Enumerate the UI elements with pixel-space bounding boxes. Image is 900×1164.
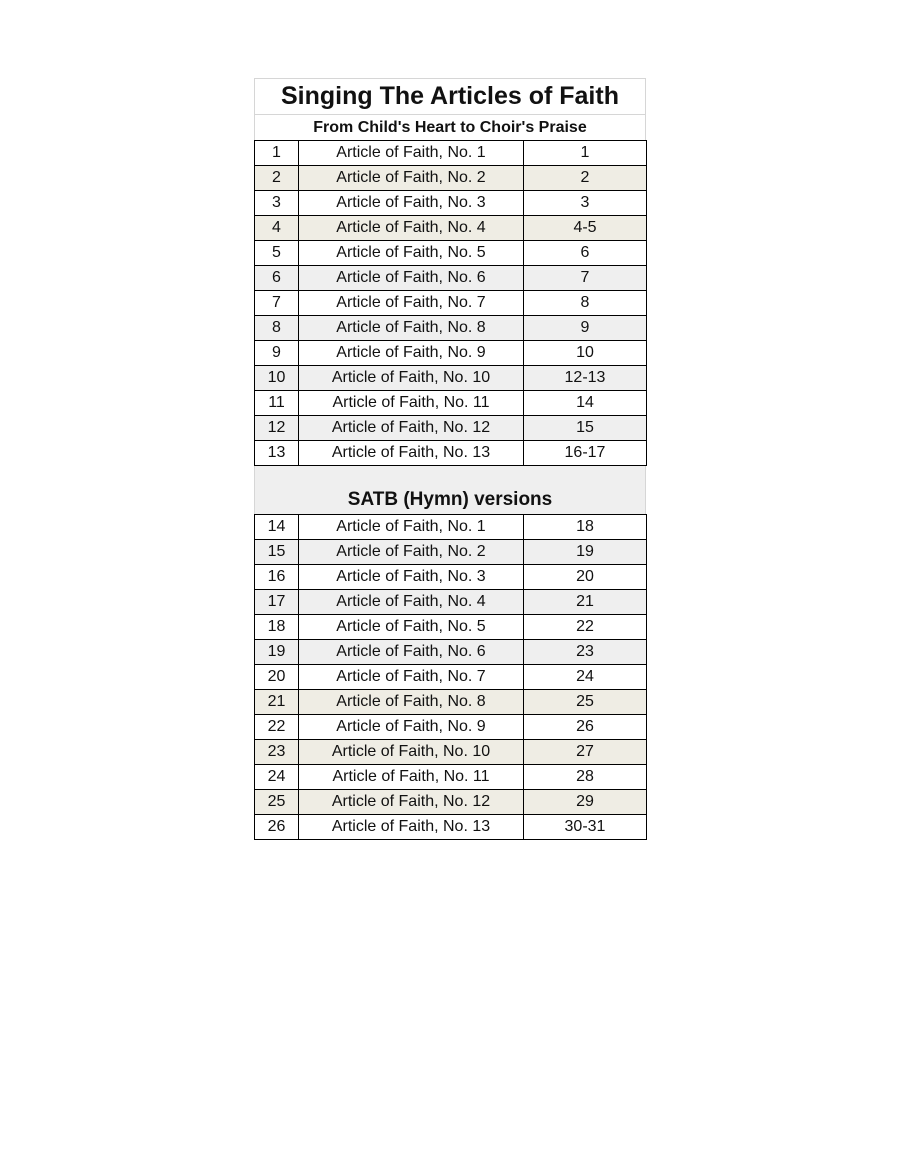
song-number-cell: 8 [255,316,299,341]
page-number-cell: 7 [524,266,647,291]
song-number-cell: 24 [255,765,299,790]
page-number-cell: 12-13 [524,366,647,391]
song-number-cell: 6 [255,266,299,291]
childrens-songs-table-body [255,141,647,466]
document-title: Singing The Articles of Faith [254,78,646,114]
page-number-cell: 21 [524,590,647,615]
song-title-cell: Article of Faith, No. 11 [299,765,524,790]
song-number-cell: 1 [255,141,299,166]
song-number-cell: 18 [255,615,299,640]
page-number-cell: 29 [524,790,647,815]
table-row [255,191,647,216]
song-title-cell: Article of Faith, No. 2 [299,166,524,191]
table-row [255,615,647,640]
page-number-cell: 30-31 [524,815,647,840]
table-row [255,765,647,790]
song-title-cell: Article of Faith, No. 12 [299,790,524,815]
song-title-cell: Article of Faith, No. 6 [299,640,524,665]
song-number-cell: 11 [255,391,299,416]
song-title-cell: Article of Faith, No. 9 [299,715,524,740]
page-number-cell: 18 [524,515,647,540]
song-number-cell: 13 [255,441,299,466]
song-title-cell: Article of Faith, No. 11 [299,391,524,416]
song-number-cell: 7 [255,291,299,316]
table-row [255,665,647,690]
song-number-cell: 5 [255,241,299,266]
song-number-cell: 25 [255,790,299,815]
song-number-cell: 4 [255,216,299,241]
satb-hymn-table-body [255,515,647,840]
song-title-cell: Article of Faith, No. 3 [299,565,524,590]
song-number-cell: 16 [255,565,299,590]
song-title-cell: Article of Faith, No. 8 [299,316,524,341]
page-number-cell: 8 [524,291,647,316]
page-number-cell: 20 [524,565,647,590]
table-row [255,515,647,540]
song-number-cell: 23 [255,740,299,765]
song-title-cell: Article of Faith, No. 12 [299,416,524,441]
song-title-cell: Article of Faith, No. 13 [299,441,524,466]
table-row [255,216,647,241]
table-row [255,316,647,341]
song-title-cell: Article of Faith, No. 2 [299,540,524,565]
song-title-cell: Article of Faith, No. 4 [299,590,524,615]
table-row [255,141,647,166]
page-number-cell: 22 [524,615,647,640]
table-row [255,565,647,590]
page-number-cell: 24 [524,665,647,690]
song-title-cell: Article of Faith, No. 5 [299,241,524,266]
page-number-cell: 10 [524,341,647,366]
page-number-cell: 4-5 [524,216,647,241]
table-row [255,540,647,565]
song-title-cell: Article of Faith, No. 3 [299,191,524,216]
table-row [255,441,647,466]
song-title-cell: Article of Faith, No. 1 [299,141,524,166]
song-number-cell: 26 [255,815,299,840]
table-row [255,241,647,266]
table-row [255,740,647,765]
song-title-cell: Article of Faith, No. 7 [299,665,524,690]
song-number-cell: 9 [255,341,299,366]
satb-hymn-table [254,514,647,840]
song-title-cell: Article of Faith, No. 10 [299,366,524,391]
table-row [255,366,647,391]
song-title-cell: Article of Faith, No. 8 [299,690,524,715]
song-number-cell: 17 [255,590,299,615]
page-number-cell: 15 [524,416,647,441]
page-number-cell: 23 [524,640,647,665]
page-number-cell: 26 [524,715,647,740]
page-number-cell: 16-17 [524,441,647,466]
document-subtitle: From Child's Heart to Choir's Praise [254,114,646,140]
table-row [255,715,647,740]
song-title-cell: Article of Faith, No. 7 [299,291,524,316]
table-row [255,790,647,815]
table-row [255,391,647,416]
songbook-index [254,78,646,840]
table-row [255,266,647,291]
song-number-cell: 10 [255,366,299,391]
page-number-cell: 2 [524,166,647,191]
song-title-cell: Article of Faith, No. 4 [299,216,524,241]
song-title-cell: Article of Faith, No. 1 [299,515,524,540]
page-number-cell: 3 [524,191,647,216]
song-title-cell: Article of Faith, No. 10 [299,740,524,765]
page-number-cell: 6 [524,241,647,266]
page-number-cell: 27 [524,740,647,765]
song-number-cell: 3 [255,191,299,216]
table-row [255,690,647,715]
song-number-cell: 20 [255,665,299,690]
song-number-cell: 2 [255,166,299,191]
song-number-cell: 12 [255,416,299,441]
page-number-cell: 9 [524,316,647,341]
section-heading: SATB (Hymn) versions [254,466,646,514]
table-row [255,640,647,665]
song-number-cell: 15 [255,540,299,565]
song-title-cell: Article of Faith, No. 5 [299,615,524,640]
table-row [255,341,647,366]
song-number-cell: 21 [255,690,299,715]
song-number-cell: 22 [255,715,299,740]
page-number-cell: 19 [524,540,647,565]
song-title-cell: Article of Faith, No. 6 [299,266,524,291]
table-row [255,416,647,441]
table-row [255,166,647,191]
song-number-cell: 19 [255,640,299,665]
table-row [255,291,647,316]
page-number-cell: 14 [524,391,647,416]
page-number-cell: 25 [524,690,647,715]
page-number-cell: 28 [524,765,647,790]
table-row [255,815,647,840]
song-number-cell: 14 [255,515,299,540]
song-title-cell: Article of Faith, No. 13 [299,815,524,840]
page-number-cell: 1 [524,141,647,166]
table-row [255,590,647,615]
childrens-songs-table [254,140,647,466]
song-title-cell: Article of Faith, No. 9 [299,341,524,366]
